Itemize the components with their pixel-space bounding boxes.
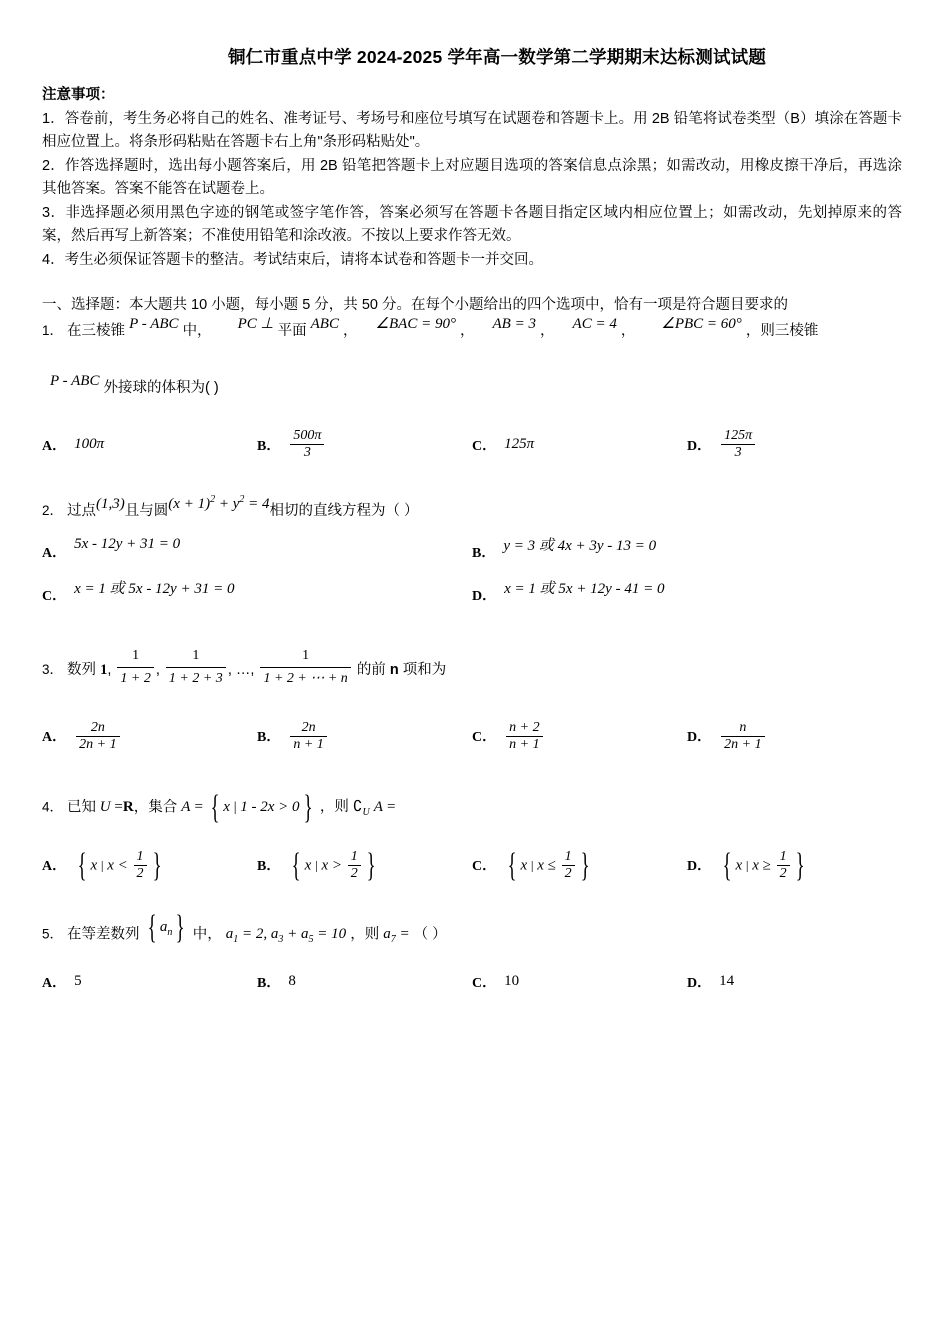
question-1-text-b: 中，	[182, 322, 212, 339]
question-4-stem-text: 已知 U =R，集合 A =	[67, 799, 203, 816]
question-4-option-c[interactable]: C． { x | x ≤ $\frac{1}{2}$ }	[472, 849, 687, 882]
section-heading: 一、选择题：本大题共 10 小题，每小题 5 分，共 50 分。在每个小题给出的四个选项中，恰有一项是符合题目要求的	[42, 297, 788, 314]
question-1-text-d: ，	[343, 322, 358, 339]
question-1-option-d[interactable]: D． $\frac{125\pi}{3}$	[687, 428, 902, 461]
question-5-option-b[interactable]: B． 8	[257, 973, 296, 991]
question-3-stem-text: 数列 1,	[67, 662, 112, 679]
option-fraction: $\frac{n + 2}{n + 1}$	[506, 720, 542, 753]
option-fraction: $\frac{n}{2n + 1}$	[721, 720, 764, 753]
question-1-math-g: ∠PBC = 60°	[661, 315, 742, 332]
option-value: 10	[504, 973, 520, 990]
question-5-math-b: $a_7$ =	[383, 926, 410, 946]
question-5-text-c: ，则	[350, 926, 380, 943]
question-3-term-2: $\frac{1}{1 + 2 + 3}$	[166, 645, 226, 689]
question-1-option-b[interactable]: B． $\frac{500\pi}{3}$	[257, 428, 472, 461]
question-5-text-d: （ ）	[413, 926, 447, 943]
question-5-number: 5．	[42, 926, 64, 942]
question-2-option-b[interactable]: B． y = 3 或 4x + 3y - 13 = 0	[472, 541, 902, 562]
question-4-options	[42, 846, 902, 884]
question-3-option-b[interactable]: B． $\frac{2n}{n + 1}$	[257, 720, 472, 753]
notice-line-4: 4．考生必须保证答题卡的整洁。考试结束后，请将本试卷和答题卡一并交回。	[42, 251, 544, 268]
option-value: 100π	[74, 436, 105, 453]
question-1-options	[42, 428, 902, 461]
question-4-set-builder: { x | 1 - 2x > 0 }	[210, 788, 313, 826]
question-1-math-b: PC ⊥	[237, 315, 274, 332]
question-3-term-n: $\frac{1}{1 + 2 + \cdots + n}$	[260, 645, 350, 689]
question-5-text-b: 中，	[192, 926, 222, 943]
question-1-text-i: 外接球的体积为( )	[103, 379, 219, 396]
question-2: 2． 过点(1,3)且与圆$(x + 1)^2 + y^2 = 4$相切的直线方程为（ ） A． 5x - 12y + 31 = 0 B． y = 3 或 4x + 3y - 13 = 0 C． x = 1 或 5x - 12y + 31 = 0 D． x = 1 或 5x + 12y - 41 = 0	[42, 499, 902, 605]
notice-line-2: 2．作答选择题时，选出每小题答案后，用 2B 铅笔把答题卡上对应题目选项的答案信息点涂黑；如需改动，用橡皮擦干净后，再选涂其他答案。答案不能答在试题卷上。	[42, 157, 902, 198]
notice-heading: 注意事项：	[42, 87, 115, 103]
question-1-text-a: 在三棱锥	[67, 322, 126, 339]
option-fraction: $\frac{500\pi}{3}$	[290, 428, 324, 461]
question-2-number: 2．	[42, 503, 64, 519]
question-3-option-c[interactable]: C． $\frac{n + 2}{n + 1}$	[472, 720, 687, 753]
question-5-option-a[interactable]: A． 5	[42, 973, 82, 991]
question-1-math-e: AB = 3	[492, 315, 536, 332]
question-2-stem: 过点	[67, 503, 97, 520]
question-1-text-f: ，	[540, 322, 555, 339]
question-4-option-a[interactable]: A． { x | x < $\frac{1}{2}$ }	[42, 849, 257, 882]
question-2-option-d[interactable]: D． x = 1 或 5x + 12y - 41 = 0	[472, 584, 902, 605]
option-set: { x | x < $\frac{1}{2}$ }	[77, 846, 162, 884]
question-3-options	[42, 720, 902, 753]
question-2-option-c[interactable]: C． x = 1 或 5x - 12y + 31 = 0	[42, 584, 472, 605]
question-1-math-c: ABC	[310, 315, 339, 332]
option-value: 125π	[504, 436, 535, 453]
option-set: { x | x ≥ $\frac{1}{2}$ }	[722, 846, 805, 884]
question-4-option-b[interactable]: B． { x | x > $\frac{1}{2}$ }	[257, 849, 472, 882]
question-4: 4． 已知 U =R，集合 A = { x | 1 - 2x > 0 } ，则 $∁_U$ A = A． { x | x < $\frac{1}{2}$ } B． { x | x > $\frac{1}{2}$ } C． { x | x ≤ $\frac{1}{2}$ } D． { x | x ≥ $\frac{1}{2}$ }	[42, 795, 902, 882]
option-fraction: $\frac{2n}{2n + 1}$	[76, 720, 119, 753]
question-1-text-g: ，	[620, 322, 636, 339]
option-fraction: $\frac{125\pi}{3}$	[721, 428, 755, 461]
option-value: x = 1 或 5x + 12y - 41 = 0	[504, 581, 665, 598]
question-4-number: 4．	[42, 799, 64, 815]
question-1-text-h: ，则三棱锥	[745, 322, 819, 339]
notice-line-3: 3．非选择题必须用黑色字迹的钢笔或签字笔作答，答案必须写在答题卡各题目指定区域内相应位置上；如需改动，先划掉原来的答案，然后再写上新答案；不准使用铅笔和涂改液。不按以上要求作答无效。	[42, 204, 902, 245]
question-5-option-c[interactable]: C． 10	[472, 973, 520, 991]
question-2-options-row-1	[42, 536, 902, 562]
question-1-math-f: AC = 4	[572, 315, 617, 332]
question-3-option-a[interactable]: A． $\frac{2n}{2n + 1}$	[42, 720, 257, 753]
question-5-options	[42, 972, 902, 992]
question-3-number: 3．	[42, 662, 64, 678]
option-set: { x | x > $\frac{1}{2}$ }	[292, 846, 376, 884]
question-1-number: 1．	[42, 322, 64, 338]
option-fraction: $\frac{2n}{n + 1}$	[290, 720, 326, 753]
question-5-sequence: { $a_n$ }	[147, 908, 186, 946]
question-1-text-e: ，	[459, 322, 475, 339]
page-title: 铜仁市重点中学 2024-2025 学年高一数学第二学期期末达标测试试题	[227, 47, 767, 67]
question-1	[42, 315, 902, 462]
option-set: { x | x ≤ $\frac{1}{2}$ }	[507, 846, 590, 884]
question-1-math-a: P - ABC	[129, 315, 179, 332]
question-1-text-c: 平面	[277, 322, 307, 339]
option-value: 14	[719, 973, 735, 990]
question-3: 3． 数列 1, $\frac{1}{1 + 2}$ , $\frac{1}{1 + 2 + 3}$ , …, $\frac{1}{1 + 2 + \cdots + n}$ 的前 n 项和为 A． $\frac{2n}{2n + 1}$ B． $\frac{2n}{n + 1}$ C． $\frac{n + 2}{n + 1}$ D． $\frac{n}{2n + 1}$	[42, 645, 902, 752]
question-5-option-d[interactable]: D． 14	[687, 973, 735, 991]
question-4-option-d[interactable]: D． { x | x ≥ $\frac{1}{2}$ }	[687, 849, 902, 882]
option-value: x = 1 或 5x - 12y + 31 = 0	[74, 581, 235, 598]
notice-line-1: 1．答卷前，考生务必将自己的姓名、准考证号、考场号和座位号填写在试题卷和答题卡上。用 2B 铅笔将试卷类型（B）填涂在答题卡相应位置上。将条形码粘贴在答题卡右上角"条形码粘贴处"。	[42, 111, 902, 151]
question-5-math-a: $a_1 = 2$, $a_3 + a_5 = 10$	[225, 926, 347, 946]
notice-block	[42, 83, 902, 272]
question-2-option-a[interactable]: A． 5x - 12y + 31 = 0	[42, 536, 181, 561]
question-5	[42, 908, 902, 992]
option-value: 5x - 12y + 31 = 0	[74, 536, 181, 553]
question-1-option-a[interactable]: A． 100π	[42, 436, 105, 454]
question-1-option-c[interactable]: C． 125π	[472, 436, 535, 454]
option-value: 8	[288, 973, 296, 990]
question-3-term-1: $\frac{1}{1 + 2}$	[117, 645, 153, 689]
question-3-option-d[interactable]: D． $\frac{n}{2n + 1}$	[687, 720, 902, 753]
option-value: 5	[74, 973, 82, 990]
question-2-options-row-2	[42, 581, 902, 605]
question-1-math-h: P - ABC	[50, 372, 100, 389]
question-1-math-d: ∠BAC = 90°	[375, 315, 456, 332]
question-5-text-a: 在等差数列	[67, 926, 140, 943]
option-value: y = 3 或 4x + 3y - 13 = 0	[503, 538, 657, 555]
